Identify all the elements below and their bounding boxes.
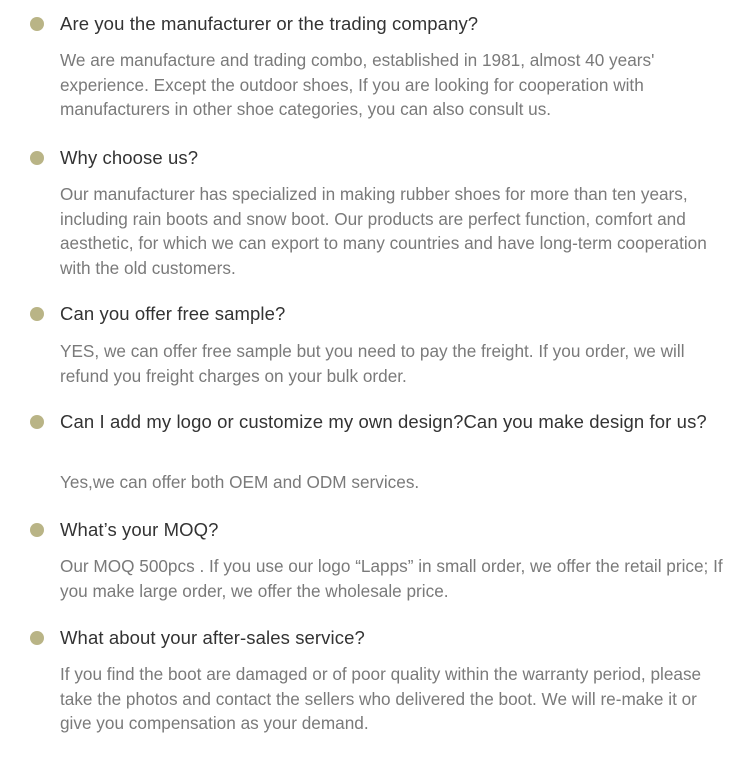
faq-answer: YES, we can offer free sample but you need to pay the freight. If you order, we will refund you freight charges on your bulk order. [60, 341, 685, 386]
bullet-dot-icon [30, 415, 44, 429]
bullet-dot-icon [30, 17, 44, 31]
faq-question: Are you the manufacturer or the trading company? [60, 13, 479, 34]
faq-answer: Our MOQ 500pcs . If you use our logo “Lapps” in small order, we offer the retail price; If you make large order, we offer the wholesale price. [60, 556, 723, 601]
faq-answer: We are manufacture and trading combo, established in 1981, almost 40 years' experience. Except the outdoor shoes, If you are looking for cooperation with manufacturers in other shoe categories, you can also consult us. [60, 50, 655, 119]
faq-question: What’s your MOQ? [60, 519, 219, 540]
faq-answer: If you find the boot are damaged or of poor quality within the warranty period, please take the photos and contact the sellers who delivered the boot. We will re-make it or give you compensation as your demand. [60, 664, 702, 733]
faq-question: Can you offer free sample? [60, 303, 286, 324]
faq-question: What about your after-sales service? [60, 627, 365, 648]
bullet-dot-icon [30, 307, 44, 321]
faq-answer: Our manufacturer has specialized in making rubber shoes for more than ten years, including rain boots and snow boot. Our products are perfect function, comfort and aesthetic, for which we can export to many countries and have long-term cooperation with the old customers. [60, 184, 707, 278]
bullet-dot-icon [30, 631, 44, 645]
faq-question: Can I add my logo or customize my own design?Can you make design for us? [60, 411, 707, 432]
bullet-dot-icon [30, 151, 44, 165]
faq-question: Why choose us? [60, 147, 199, 168]
bullet-dot-icon [30, 523, 44, 537]
faq-answer: Yes,we can offer both OEM and ODM services. [60, 472, 420, 492]
